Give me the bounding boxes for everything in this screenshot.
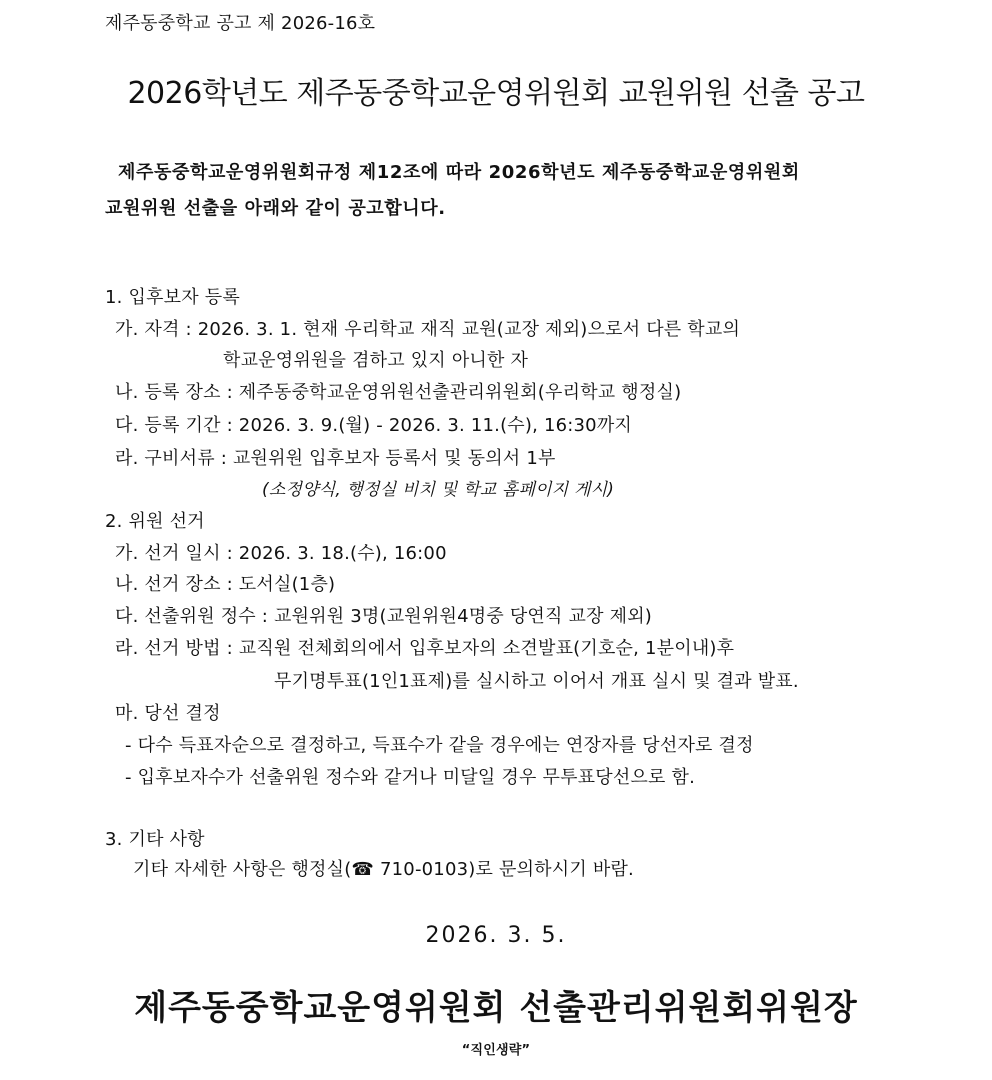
s3-body: 기타 자세한 사항은 행정실(☎ 710-0103)로 문의하시기 바람. — [133, 859, 634, 880]
s1-item-qualification-cont: 학교운영위원을 겸하고 있지 아니한 자 — [223, 350, 529, 371]
s2-item-quota: 다. 선출위원 정수 : 교원위원 3명(교원위원4명중 당연직 교장 제외) — [115, 606, 653, 627]
s2-item-decision: 마. 당선 결정 — [115, 703, 221, 724]
notice-number: 제주동중학교 공고 제 2026-16호 — [105, 13, 376, 34]
s2-decision-rule-2: - 입후보자수가 선출위원 정수와 같거나 미달일 경우 무투표당선으로 함. — [125, 767, 696, 788]
signatory: 제주동중학교운영위원회 선출관리위원회위원장 — [134, 988, 858, 1028]
s1-item-documents: 라. 구비서류 : 교원위원 입후보자 등록서 및 동의서 1부 — [115, 448, 556, 469]
intro-line-2: 교원위원 선출을 아래와 같이 공고합니다. — [105, 198, 446, 219]
s2-decision-rule-1: - 다수 득표자순으로 결정하고, 득표수가 같을 경우에는 연장자를 당선자로 결정 — [125, 735, 754, 756]
intro-line-1: 제주동중학교운영위원회규정 제12조에 따라 2026학년도 제주동중학교운영위원회 — [118, 162, 800, 183]
s2-item-method: 라. 선거 방법 : 교직원 전체회의에서 입후보자의 소견발표(기호순, 1분이내)후 — [115, 638, 735, 659]
s2-item-place: 나. 선거 장소 : 도서실(1층) — [115, 574, 336, 595]
s2-item-method-cont: 무기명투표(1인1표제)를 실시하고 이어서 개표 실시 및 결과 발표. — [274, 671, 799, 692]
seal-omitted-note: “직인생략” — [461, 1043, 531, 1058]
s1-item-period: 다. 등록 기간 : 2026. 3. 9.(월) - 2026. 3. 11.(수), 16:30까지 — [115, 415, 633, 436]
section-1-heading: 1. 입후보자 등록 — [105, 287, 240, 308]
s1-item-documents-note: (소정양식, 행정실 비치 및 학교 홈페이지 게시) — [262, 480, 615, 500]
s2-item-datetime: 가. 선거 일시 : 2026. 3. 18.(수), 16:00 — [115, 543, 447, 564]
s1-item-qualification: 가. 자격 : 2026. 3. 1. 현재 우리학교 재직 교원(교장 제외)으로서 다른 학교의 — [115, 319, 741, 340]
s1-item-location: 나. 등록 장소 : 제주동중학교운영위원선출관리위원회(우리학교 행정실) — [115, 382, 682, 403]
notice-date: 2026. 3. 5. — [425, 923, 567, 948]
page-title: 2026학년도 제주동중학교운영위원회 교원위원 선출 공고 — [127, 76, 865, 111]
section-2-heading: 2. 위원 선거 — [105, 511, 205, 532]
section-3-heading: 3. 기타 사항 — [105, 829, 205, 850]
